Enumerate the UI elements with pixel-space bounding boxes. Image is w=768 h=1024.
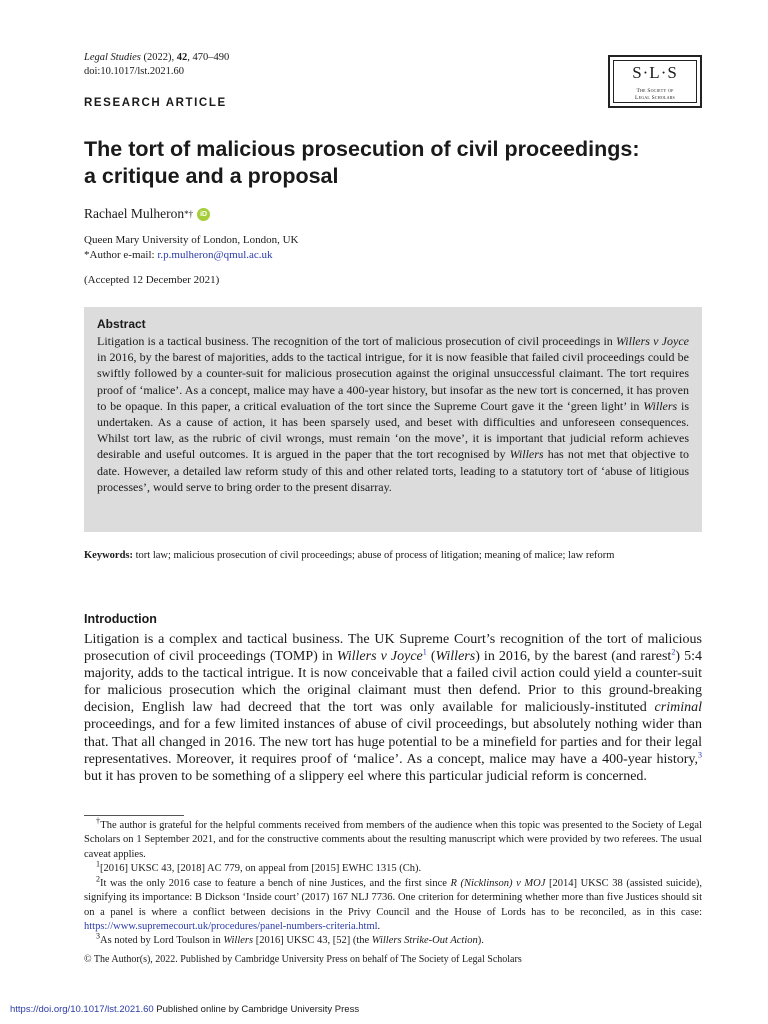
body-text-part: ) 5:4 majority, adds to the tactical intrigue. It is now conceivable that a failed civil action could yield a counter-suit for malicious prosecution which the original claimant must then defend. Prior to this ground-breaking decision, English law had decreed that the tort was only available for maliciously-instituted	[84, 649, 702, 716]
keywords-list: tort law; malicious prosecution of civil proceedings; abuse of process of litigation; meaning of malice; law reform	[133, 550, 615, 561]
case-name: Willers	[223, 935, 254, 946]
article-title-line2: a critique and a proposal	[84, 164, 339, 188]
abstract-box	[84, 307, 702, 532]
abstract-part: has not met that objective to date. However, a detailed law reform study of this and other related torts, leading to a statutory tort of ‘abuse of litigious processes’, would serve to bring order to the present disarray.	[97, 447, 689, 494]
page-footer	[10, 1004, 359, 1015]
article-title-line1: The tort of malicious prosecution of civil proceedings:	[84, 137, 640, 161]
footnote-ref-1[interactable]: 1	[422, 647, 427, 657]
sls-logo-caption-line1: The Society of	[636, 88, 674, 94]
footnote-mark: 1	[96, 859, 100, 869]
footnote-mark: 3	[96, 931, 100, 941]
footnote-3	[84, 931, 702, 948]
journal-name: Legal Studies	[84, 52, 141, 63]
body-text-part: (	[426, 649, 436, 665]
abstract-heading: Abstract	[97, 317, 146, 331]
author-line: Rachael Mulheron *† iD	[84, 205, 210, 223]
sls-logo-caption-line2: Legal Scholars	[635, 94, 675, 101]
body-text-part: Litigation is a complex and tactical business. The UK Supreme Court’s recognition of the tort of malicious prosecution of civil proceedings (TOMP) in	[84, 632, 702, 665]
introduction-paragraph	[84, 631, 702, 785]
footnote-text: ).	[477, 935, 484, 946]
accepted-date: (Accepted 12 December 2021)	[84, 274, 220, 286]
abstract-part: in 2016, by the barest of majorities, adds to the tactical intrigue, for it is now feasible that failed civil proceedings could be swiftly followed by a counter-suit for malicious prosecution against the original unsuccessful claimant. The tort requires proof of ‘malice’. As a concept, malice may have a 400-year history, but insofar as the new tort is concerned, it has proven to be opaque. In this paper, a critical evaluation of the tort since the Supreme Court gave it the ‘green light’ in	[97, 350, 689, 413]
abstract-part: Litigation is a tactical business. The recognition of the tort of malicious prosecution of civil proceedings in	[97, 334, 616, 348]
abstract-part: is undertaken. As a cause of action, it has been sparsely used, and beset with difficulties and unforeseen consequences. Whilst tort law, as the rubric of civil wrongs, must remain ‘on the move’, it is important that judicial reform achieves desirable and useful outcomes. It is argued in the paper that the tort recognised by	[97, 398, 689, 462]
article-title	[84, 136, 704, 190]
case-name: Willers	[643, 398, 678, 413]
article-type: RESEARCH ARTICLE	[84, 97, 227, 109]
section-heading-introduction: Introduction	[84, 612, 157, 626]
footnote-text: It was the only 2016 case to feature a bench of nine Justices, and the first since	[100, 878, 451, 889]
footnote-dagger	[84, 816, 703, 862]
sls-logo-letters: S·L·S	[632, 63, 678, 82]
footnote-text: [2014] UKSC 38 (assisted suicide), signifying its importance: B Dickson ‘Inside court’ (2017) 167 NLJ 7736. One criterion for determining whether more than five Justices should sit on a panel is where a conflict between decisions in the Privy Council and the House of Lords has to be reconciled, as in this case:	[84, 878, 702, 918]
emphasis: criminal	[654, 700, 702, 716]
footnote-mark: 2	[96, 874, 100, 884]
footnote-2	[84, 874, 702, 934]
case-name: Willers Strike-Out Action	[371, 935, 478, 946]
body-text-part: but it has proven to be something of a slippery eel where this particular judicial reform is concerned.	[84, 768, 647, 784]
sls-logo	[608, 55, 702, 108]
journal-volume: 42	[176, 52, 188, 63]
footnote-text: As noted by Lord Toulson in	[100, 935, 224, 946]
email-label: *Author e-mail:	[84, 249, 158, 261]
body-text-part: proceedings, and for a few limited instances of abuse of civil proceedings, but absolutely nothing wider than that. That all changed in 2016. The new tort has huge potential to be a minefield for parties and for their legal representatives. Moreover, it requires proof of ‘malice’. As a concept, malice may have a 400-year history,	[84, 717, 702, 767]
journal-pages: , 470–490	[187, 52, 230, 63]
case-name: R (Nicklinson) v MOJ	[450, 878, 546, 889]
footnote-text: [2016] UKSC 43, [2018] AC 779, on appeal from [2015] EWHC 1315 (Ch).	[100, 863, 422, 874]
footnote-text: [2016] UKSC 43, [52] (the	[253, 935, 372, 946]
footnote-text: .	[377, 920, 381, 932]
supreme-court-link[interactable]: https://www.supremecourt.uk/procedures/panel-numbers-criteria.html	[84, 920, 378, 932]
author-email-link[interactable]: r.p.mulheron@qmul.ac.uk	[157, 249, 273, 261]
footnote-text: The author is grateful for the helpful comments received from members of the audience when this topic was presented to the Society of Legal Scholars on 1 September 2021, and for the constructive comments about the resulting manuscript which were provided by two referees. The usual caveat applies.	[84, 820, 703, 860]
keywords	[84, 549, 724, 563]
case-name: Willers v Joyce	[336, 649, 423, 665]
case-name: Willers	[435, 649, 476, 665]
footnote-ref-2[interactable]: 2	[671, 647, 676, 657]
copyright-notice: © The Author(s), 2022. Published by Cambridge University Press on behalf of The Society of Legal Scholars	[84, 954, 522, 965]
case-name: Willers	[509, 447, 544, 462]
abstract-text	[97, 333, 689, 495]
orcid-icon[interactable]: iD	[197, 208, 210, 221]
footnote-mark: †	[96, 816, 101, 826]
doi-link[interactable]: https://doi.org/10.1017/lst.2021.60	[10, 1004, 154, 1015]
author-name: Rachael Mulheron	[84, 206, 185, 221]
footnote-1	[84, 859, 702, 876]
keywords-label: Keywords:	[84, 550, 133, 561]
journal-citation	[84, 51, 229, 79]
journal-year: (2022),	[140, 52, 177, 63]
doi-text: doi:10.1017/lst.2021.60	[84, 66, 185, 77]
published-online-text: Published online by Cambridge University Press	[153, 1004, 360, 1015]
body-text-part: ) in 2016, by the barest (and rarest	[475, 649, 672, 665]
institution: Queen Mary University of London, London, UK	[84, 234, 299, 246]
case-name: Willers v Joyce	[615, 334, 689, 348]
affiliation	[84, 233, 298, 263]
footnote-ref-3[interactable]: 3	[698, 750, 702, 759]
